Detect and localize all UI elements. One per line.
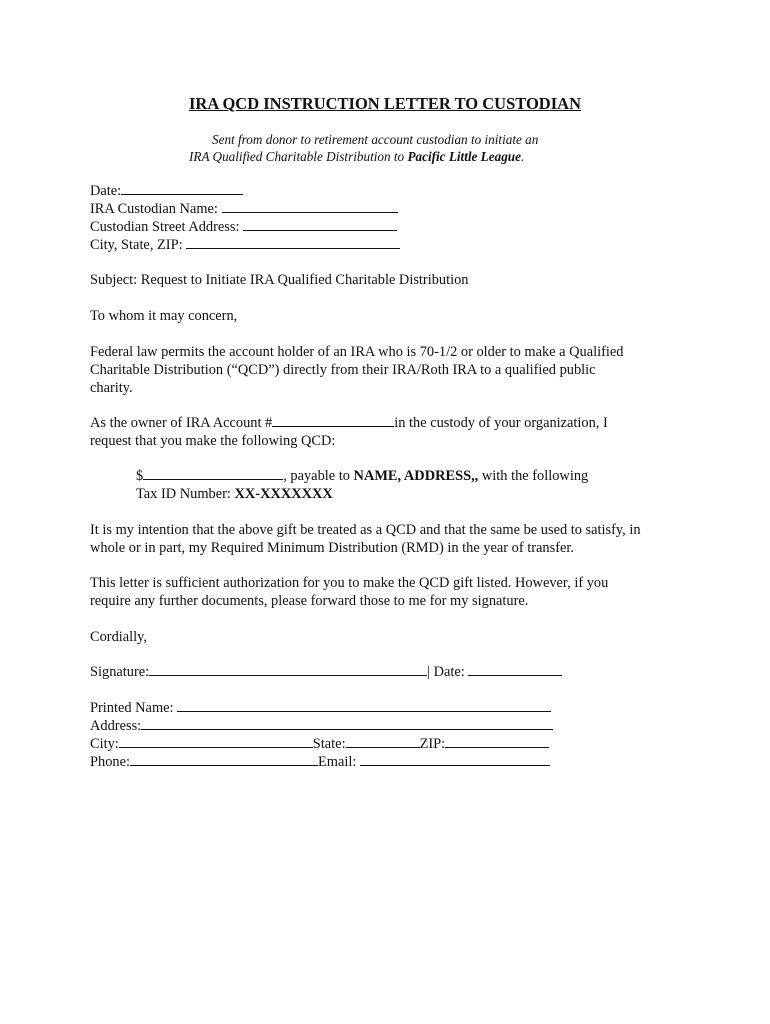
state-blank[interactable] <box>346 735 420 748</box>
payable-prefix: , payable to <box>283 468 354 484</box>
signature-date-label: | Date: <box>427 664 469 680</box>
custodian-name-label: IRA Custodian Name: <box>90 201 222 217</box>
organization-name: Pacific Little League <box>407 149 521 164</box>
para1-line3: charity. <box>90 380 133 396</box>
city-row <box>90 735 549 753</box>
state-label: State: <box>312 736 346 752</box>
zip-blank[interactable] <box>445 735 549 748</box>
account-prefix: As the owner of IRA Account # <box>90 415 273 431</box>
account-suffix: in the custody of your organization, I <box>394 415 608 431</box>
city-state-zip-label: City, State, ZIP: <box>90 237 187 253</box>
phone-blank[interactable] <box>130 753 318 766</box>
street-address-row <box>90 218 397 236</box>
amount-blank[interactable] <box>143 467 283 480</box>
printed-name-blank[interactable] <box>177 699 551 712</box>
tax-id-value: XX-XXXXXXX <box>234 486 333 502</box>
signature-row <box>90 663 562 681</box>
signature-label: Signature: <box>90 664 150 680</box>
tax-id-row <box>136 485 333 503</box>
account-number-blank[interactable] <box>272 414 394 427</box>
date-label: Date: <box>90 183 122 199</box>
subject-line: Subject: Request to Initiate IRA Qualified Charitable Distribution <box>90 272 469 288</box>
address-blank[interactable] <box>141 717 553 730</box>
phone-label: Phone: <box>90 754 130 770</box>
para3-line1: It is my intention that the above gift be treated as a QCD and that the same be used to satisfy, in <box>90 522 641 538</box>
para2-line1 <box>90 414 608 432</box>
closing: Cordially, <box>90 629 148 645</box>
email-label: Email: <box>317 754 360 770</box>
subtitle-line-1: Sent from donor to retirement account custodian to initiate an <box>212 132 539 147</box>
custodian-name-blank[interactable] <box>222 200 398 213</box>
address-label: Address: <box>90 718 142 734</box>
city-label: City: <box>90 736 119 752</box>
para4-line2: require any further documents, please forward those to me for my signature. <box>90 593 529 609</box>
qcd-amount-row <box>136 467 588 485</box>
subtitle-prefix: IRA Qualified Charitable Distribution to <box>189 149 408 164</box>
city-state-zip-row <box>90 236 400 254</box>
document-title: IRA QCD INSTRUCTION LETTER TO CUSTODIAN <box>189 94 581 113</box>
para2-line2: request that you make the following QCD: <box>90 433 336 449</box>
subtitle-line-2 <box>189 148 524 166</box>
street-address-blank[interactable] <box>243 218 397 231</box>
phone-row <box>90 753 550 771</box>
street-address-label: Custodian Street Address: <box>90 219 244 235</box>
signature-date-blank[interactable] <box>468 663 562 676</box>
dollar-sign: $ <box>136 468 144 484</box>
zip-label: ZIP: <box>419 736 446 752</box>
date-blank[interactable] <box>121 182 243 195</box>
payable-suffix: with the following <box>478 468 589 484</box>
signature-blank[interactable] <box>149 663 427 676</box>
city-blank[interactable] <box>119 735 313 748</box>
para1-line1: Federal law permits the account holder of an IRA who is 70-1/2 or older to make a Qualified <box>90 344 624 360</box>
payee-name: NAME, ADDRESS,, <box>353 468 479 484</box>
custodian-name-row <box>90 200 398 218</box>
para1-line2: Charitable Distribution (“QCD”) directly from their IRA/Roth IRA to a qualified public <box>90 362 596 378</box>
address-row <box>90 717 553 735</box>
subtitle-suffix: . <box>520 149 525 164</box>
greeting: To whom it may concern, <box>90 308 238 324</box>
printed-name-label: Printed Name: <box>90 700 178 716</box>
date-field-row <box>90 182 243 200</box>
tax-id-label: Tax ID Number: <box>136 486 235 502</box>
city-state-zip-blank[interactable] <box>186 236 400 249</box>
para3-line2: whole or in part, my Required Minimum Distribution (RMD) in the year of transfer. <box>90 540 574 556</box>
para4-line1: This letter is sufficient authorization for you to make the QCD gift listed. However, if you <box>90 575 609 591</box>
email-blank[interactable] <box>360 753 550 766</box>
printed-name-row <box>90 699 551 717</box>
